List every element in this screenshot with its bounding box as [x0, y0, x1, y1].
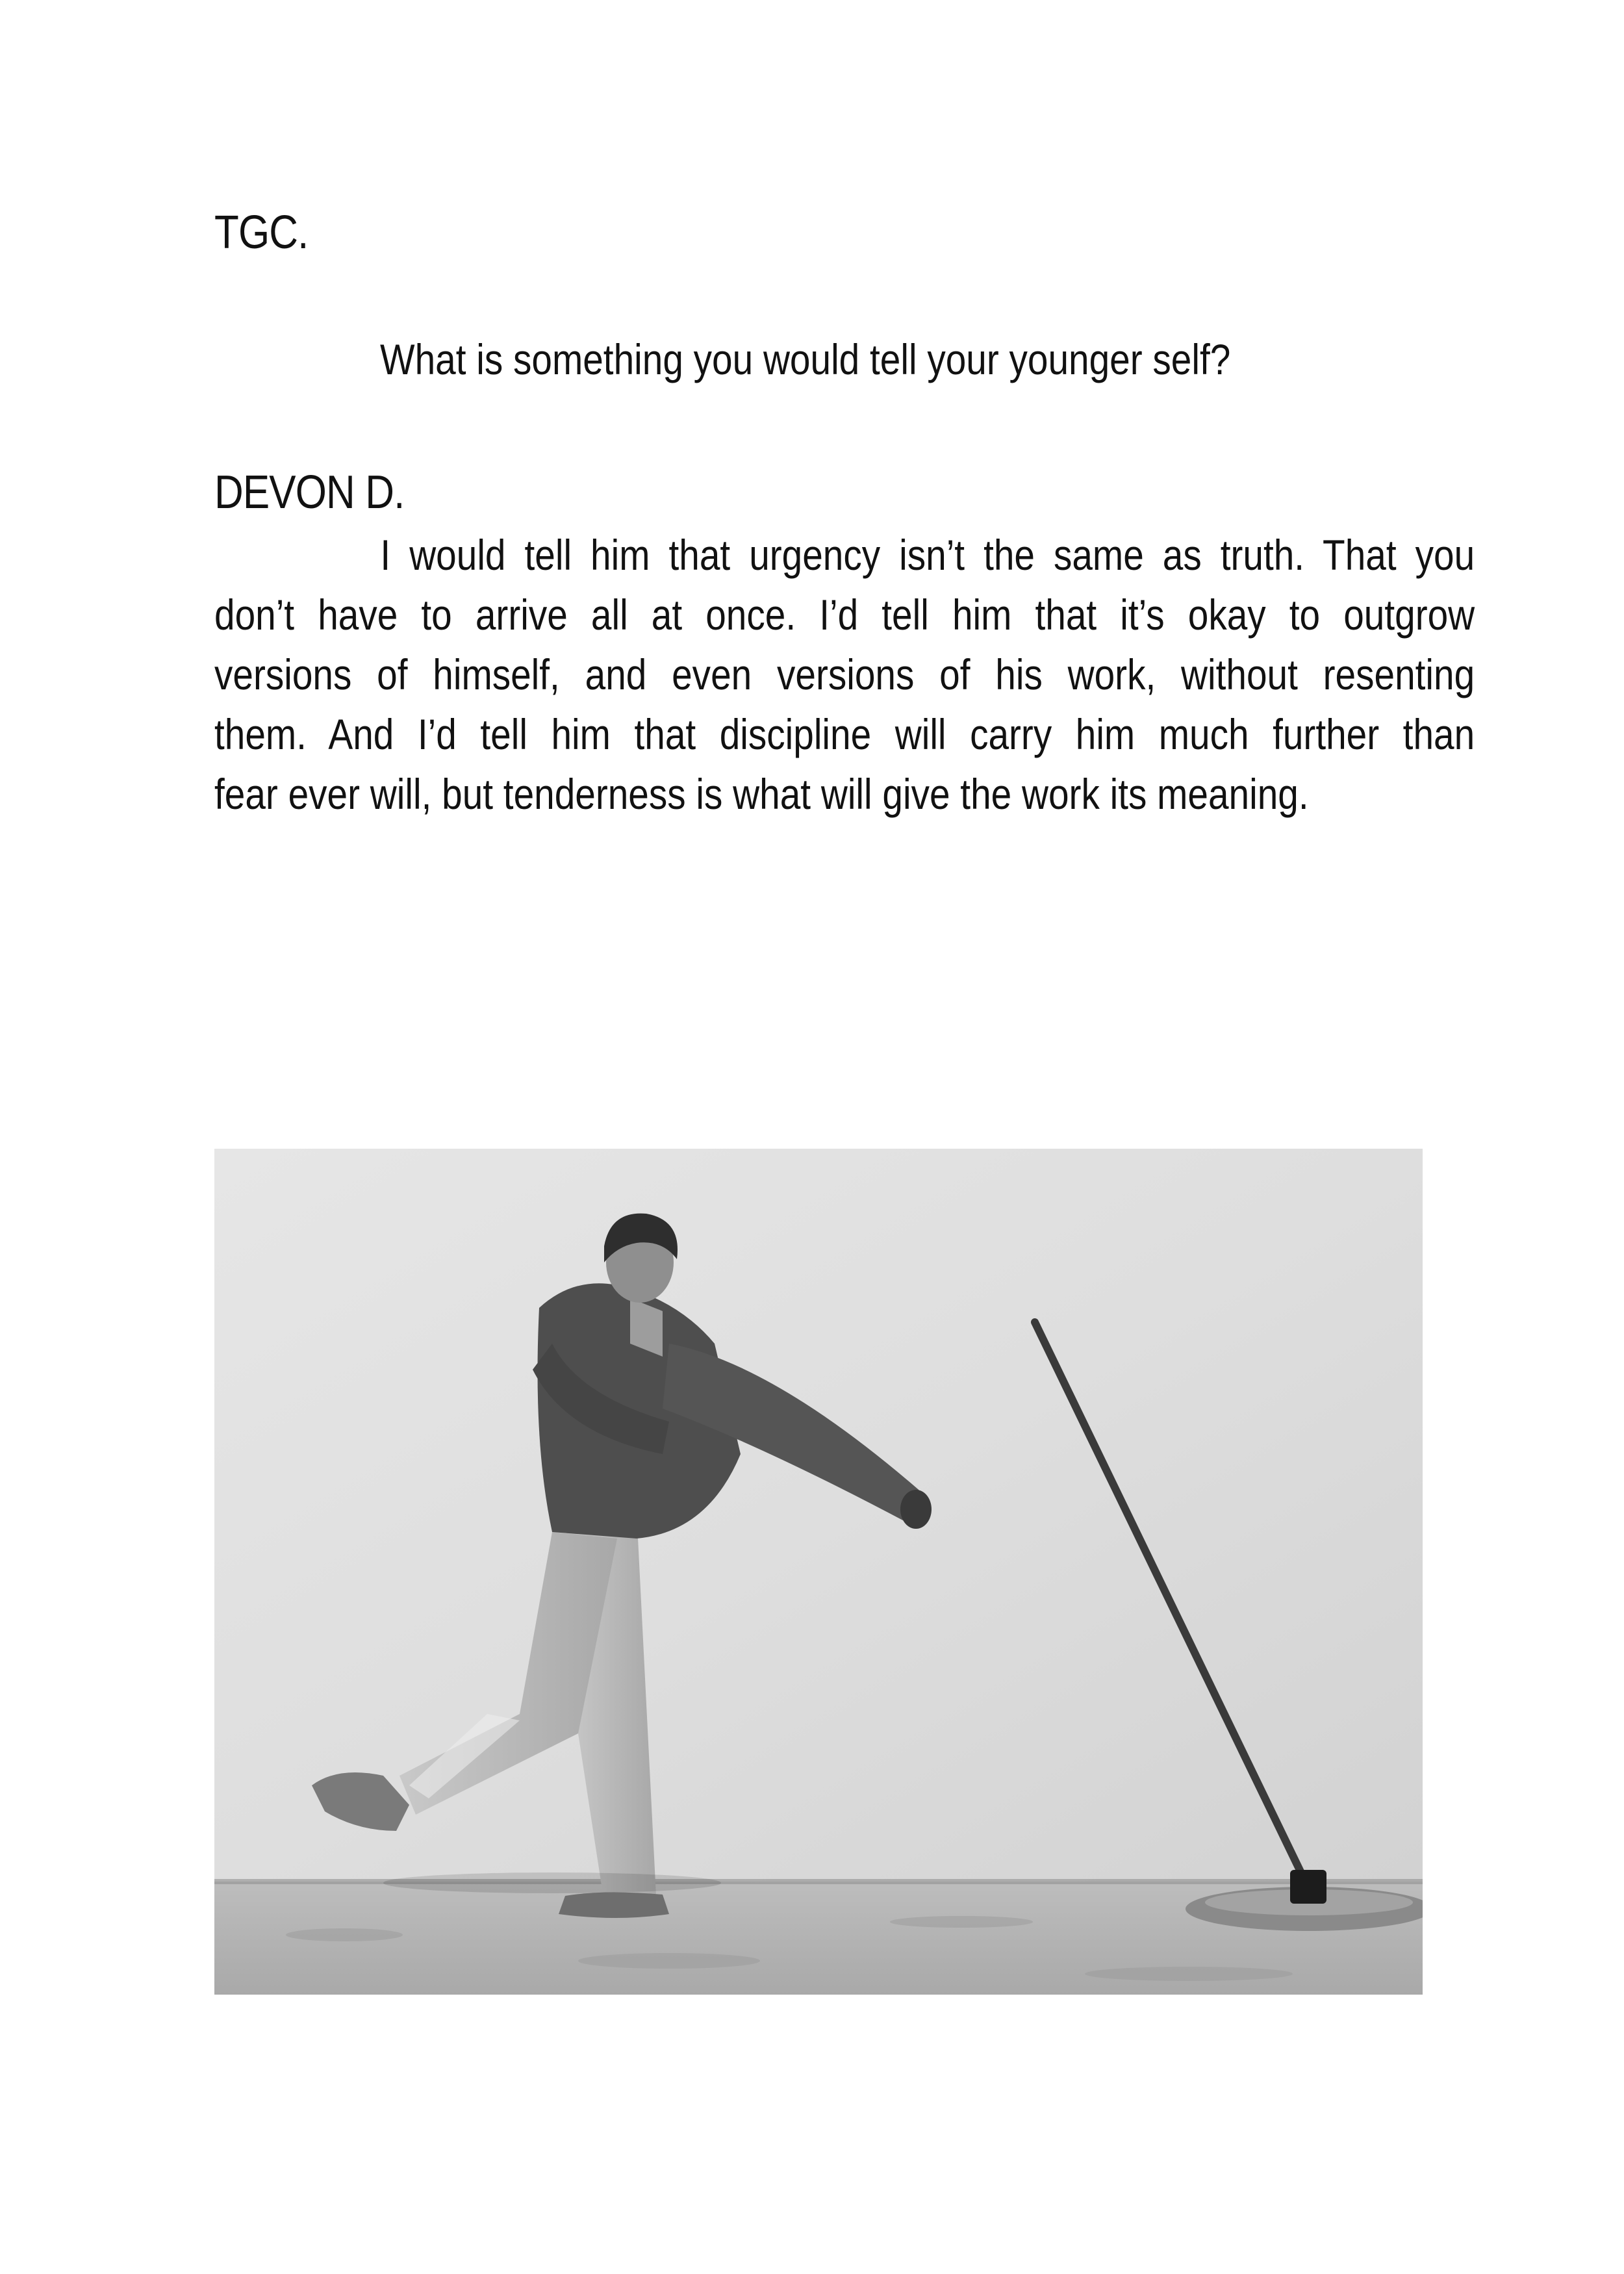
photo-illustration [214, 1149, 1423, 1995]
interviewer-label: TGC. [214, 207, 309, 259]
answer-line: versions of himself, and even versions of his work, without resenting [214, 650, 1475, 698]
answer-line: I would tell him that urgency isn’t the same as truth. That you [380, 531, 1475, 579]
interview-answer [214, 525, 1475, 824]
answer-line: them. And I’d tell him that discipline will carry him much further than [214, 710, 1475, 758]
editorial-photo [214, 1149, 1423, 1995]
interview-question: What is something you would tell your younger self? [380, 335, 1231, 383]
respondent-label: DEVON D. [214, 466, 405, 518]
back-shoe [559, 1892, 669, 1918]
answer-line: fear ever will, but tenderness is what will give the work its meaning. [214, 770, 1309, 818]
answer-line: don’t have to arrive all at once. I’d tell him that it’s okay to outgrow [214, 591, 1475, 639]
wall [214, 1149, 1423, 1882]
